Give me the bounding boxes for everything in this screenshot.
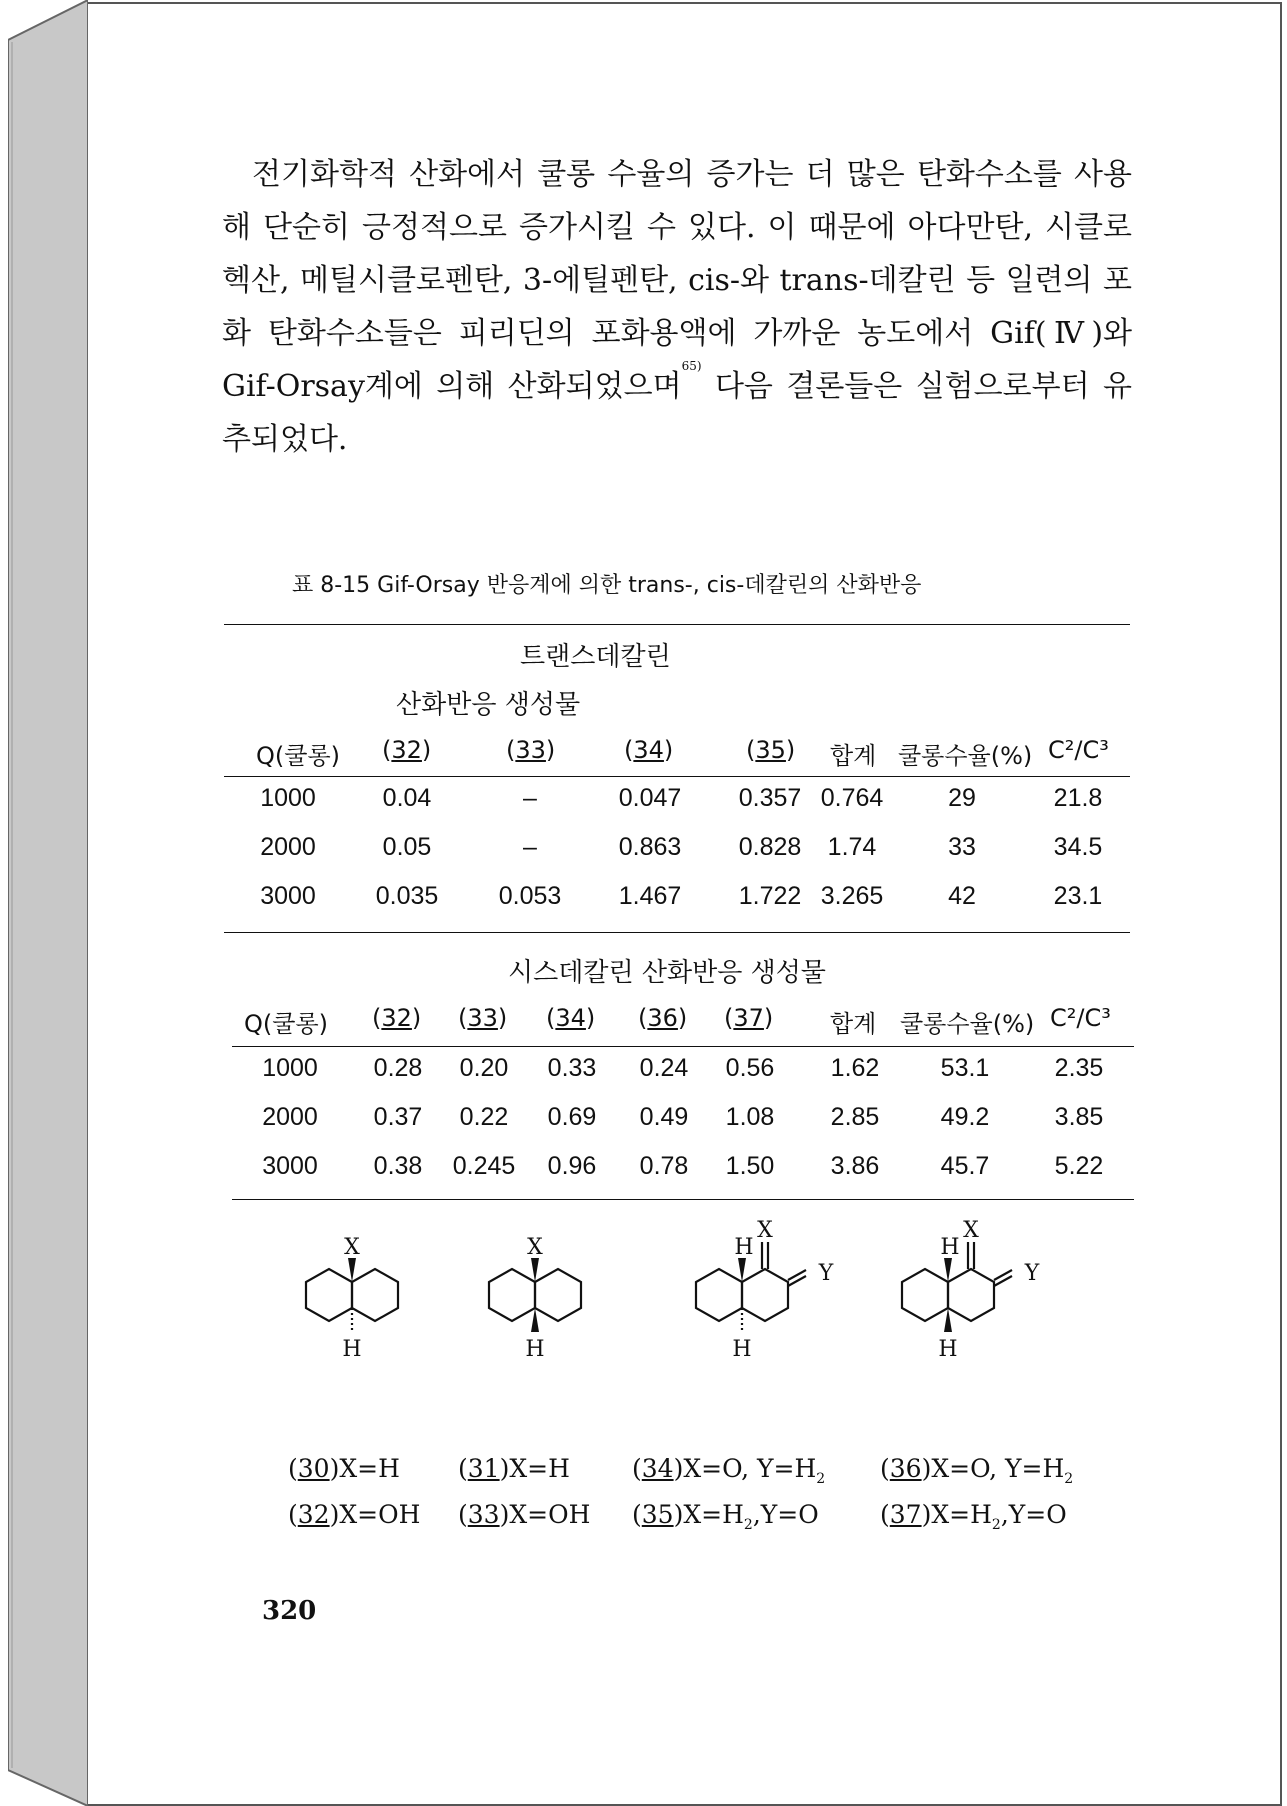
legend-item: (36)X=O, $Y=H_2$ [880,1454,1074,1487]
table-cell: 0.04 [382,784,432,812]
table-cell: 23.1 [1053,882,1103,910]
col-header-35: (35) [746,736,796,764]
paragraph-text: 전기화학적 산화에서 쿨롱 수율의 증가는 더 많은 탄화수소를 사용해 단순히 긍정적으로 증가시킬 수 있다. 이 때문에 아다만탄, 시클로헥산, 메틸시클로펜탄, 3-에틸펜탄, cis-와 trans-데칼린 등 일련의 포화 탄화수소들은 피리딘의 포화용액에 가까운 농도에서 Gif(Ⅳ)와 Gif-Orsay계에 의해 산화되었으며 [222,157,1132,404]
col-header-33: (33) [458,1004,508,1032]
table-cell: 3.265 [820,882,884,910]
col-header-34: (34) [624,736,674,764]
atom-label: X [527,1235,543,1260]
table-cell: 21.8 [1053,784,1103,812]
table-cell: 42 [948,882,976,910]
table-cell: 1.62 [830,1054,880,1082]
table-cell: 3.85 [1054,1103,1104,1131]
table-cell: 0.28 [373,1054,423,1082]
atom-label: X [963,1218,979,1243]
table-cell: 3000 [260,882,316,910]
atom-label: H [940,1235,960,1260]
table-cell: 2000 [262,1103,318,1131]
table-cell: 1.722 [738,882,802,910]
col-header-37: (37) [724,1004,774,1032]
table-cell: 0.22 [459,1103,509,1131]
atom-label: X [344,1235,360,1260]
table-cell: 0.38 [373,1152,423,1180]
table-cell: 5.22 [1054,1152,1104,1180]
decalin-structures-figure [260,1212,1080,1412]
table-cell: 0.78 [639,1152,689,1180]
table-cell: 0.24 [639,1054,689,1082]
table-cell: 0.764 [820,784,884,812]
col-header-34: (34) [546,1004,596,1032]
table-cell: 0.357 [738,784,802,812]
structure-cis-decalin [489,1258,581,1332]
col-header-q: Q(쿨롱) [256,742,340,770]
legend-item: (33)X=OH [458,1500,591,1529]
atom-label: Y [1024,1261,1040,1286]
table-cell: 0.96 [547,1152,597,1180]
table-cell: 45.7 [940,1152,990,1180]
table-cell: 0.053 [498,882,562,910]
table-cell: 2000 [260,833,316,861]
col-header-32: (32) [372,1004,422,1032]
col-header-32: (32) [382,736,432,764]
page-number: 320 [262,1596,317,1626]
legend-item: $(37)X=H_2,Y=O$ [880,1500,1067,1533]
table-cell: 1.467 [618,882,682,910]
table-caption: 표 8-15 Gif-Orsay 반응계에 의한 trans-, cis-데칼린의 산화반응 [292,573,922,598]
table-cell: 0.20 [459,1054,509,1082]
structure-trans-decalin [306,1258,398,1332]
table-cell: 49.2 [940,1103,990,1131]
cis-bottom-rule [232,1199,1134,1200]
col-header-ratio: C²/C³ [1048,736,1109,764]
col-header-total: 합계 [830,1010,877,1038]
col-header-ratio: C²/C³ [1050,1004,1111,1032]
table-cell: 1000 [262,1054,318,1082]
footnote-ref: 65) [681,359,702,373]
table-cell: 1000 [260,784,316,812]
table-cell: 0.05 [382,833,432,861]
legend-item: (31)X=H [458,1454,570,1483]
table-cell: 0.49 [639,1103,689,1131]
col-header-yield: 쿨롱수율(%) [900,1010,1035,1038]
table-cell: 0.047 [618,784,682,812]
table-cell: 0.245 [452,1152,516,1180]
trans-header-rule [224,776,1130,777]
cis-table-title: 시스데칼린 산화반응 생성물 [508,958,826,988]
table-cell: 0.863 [618,833,682,861]
table-cell: – [523,833,537,861]
trans-bottom-rule [224,932,1130,933]
col-header-yield: 쿨롱수율(%) [898,742,1033,770]
table-cell: 34.5 [1053,833,1103,861]
table-cell: 3.86 [830,1152,880,1180]
cis-header-rule [232,1046,1134,1047]
trans-table-title: 트랜스데칼린 [520,642,671,672]
atom-label: X [757,1218,773,1243]
col-header-36: (36) [638,1004,688,1032]
atom-label: H [938,1337,958,1362]
table-cell: 33 [948,833,976,861]
col-header-q: Q(쿨롱) [244,1010,328,1038]
atom-label: H [525,1337,545,1362]
table-cell: 53.1 [940,1054,990,1082]
table-cell: 2.35 [1054,1054,1104,1082]
table-cell: 29 [948,784,976,812]
table-cell: 1.50 [725,1152,775,1180]
table-cell: 0.69 [547,1103,597,1131]
legend-item: $(35)X=H_2,Y=O$ [632,1500,819,1533]
legend-item: (30)X=H [288,1454,400,1483]
col-header-total: 합계 [830,742,877,770]
col-header-33: (33) [506,736,556,764]
atom-label: H [342,1337,362,1362]
table-cell: 2.85 [830,1103,880,1131]
legend-item: (34)X=O, $Y=H_2$ [632,1454,826,1487]
table-cell: 0.035 [375,882,439,910]
table-cell: 3000 [262,1152,318,1180]
legend-item: (32)X=OH [288,1500,421,1529]
atom-label: H [732,1337,752,1362]
atom-label: H [734,1235,754,1260]
table-cell: 0.33 [547,1054,597,1082]
table-cell: 0.37 [373,1103,423,1131]
body-paragraph [222,148,1132,466]
table-top-rule [224,624,1130,625]
atom-label: Y [818,1261,834,1286]
table-cell: 1.08 [725,1103,775,1131]
table-cell: 0.828 [738,833,802,861]
paragraph-text-end: 다음 결론들은 실험으로부터 유추되었다. [222,369,1132,457]
table-cell: – [523,784,537,812]
book-spine-edge [8,0,88,1806]
table-cell: 0.56 [725,1054,775,1082]
table-cell: 1.74 [827,833,877,861]
trans-table-subtitle: 산화반응 생성물 [396,690,581,720]
